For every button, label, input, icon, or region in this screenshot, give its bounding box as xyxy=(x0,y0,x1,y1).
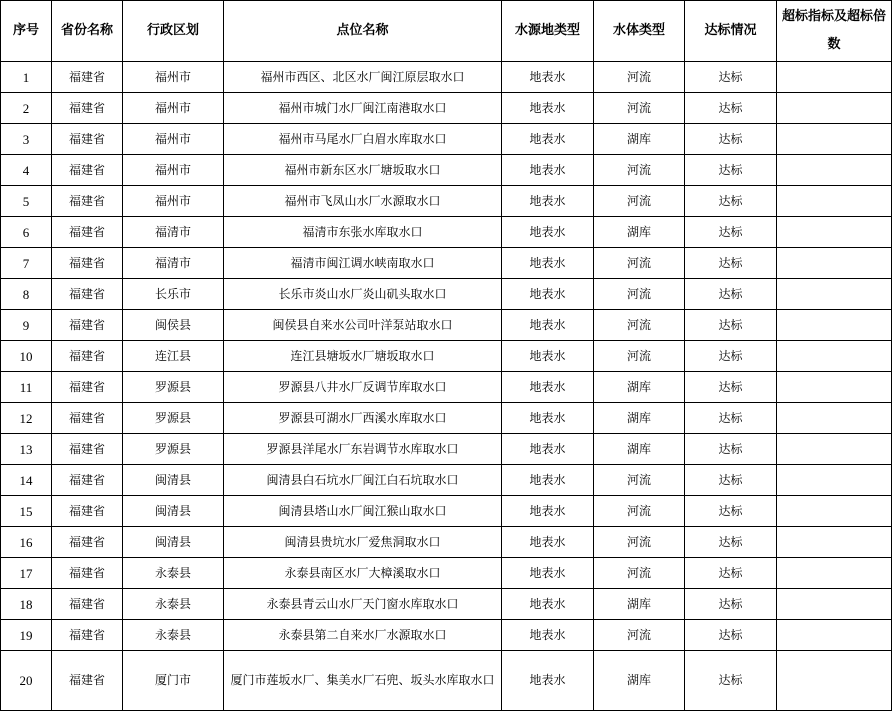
cell-admin-division: 福州市 xyxy=(123,124,224,155)
cell-source-type: 地表水 xyxy=(502,496,594,527)
cell-seq: 19 xyxy=(1,620,52,651)
cell-province: 福建省 xyxy=(52,341,123,372)
cell-source-type: 地表水 xyxy=(502,558,594,589)
cell-source-type: 地表水 xyxy=(502,155,594,186)
table-row xyxy=(1,124,892,155)
cell-compliance: 达标 xyxy=(685,279,777,310)
cell-compliance: 达标 xyxy=(685,403,777,434)
table-row xyxy=(1,93,892,124)
table-row xyxy=(1,155,892,186)
cell-source-type: 地表水 xyxy=(502,434,594,465)
cell-seq: 8 xyxy=(1,279,52,310)
cell-seq: 3 xyxy=(1,124,52,155)
cell-water-body-type: 湖库 xyxy=(594,403,685,434)
cell-admin-division: 福州市 xyxy=(123,186,224,217)
cell-exceedance xyxy=(777,248,892,279)
column-header-source-type: 水源地类型 xyxy=(502,1,594,62)
cell-province: 福建省 xyxy=(52,217,123,248)
cell-water-body-type: 河流 xyxy=(594,279,685,310)
cell-seq: 6 xyxy=(1,217,52,248)
cell-admin-division: 闽清县 xyxy=(123,527,224,558)
cell-water-body-type: 河流 xyxy=(594,186,685,217)
cell-water-body-type: 湖库 xyxy=(594,651,685,711)
column-header-compliance: 达标情况 xyxy=(685,1,777,62)
cell-exceedance xyxy=(777,589,892,620)
cell-source-type: 地表水 xyxy=(502,651,594,711)
cell-compliance: 达标 xyxy=(685,620,777,651)
cell-compliance: 达标 xyxy=(685,527,777,558)
table-row xyxy=(1,279,892,310)
cell-exceedance xyxy=(777,155,892,186)
cell-seq: 17 xyxy=(1,558,52,589)
cell-source-type: 地表水 xyxy=(502,341,594,372)
column-header-seq: 序号 xyxy=(1,1,52,62)
cell-site-name: 福州市西区、北区水厂闽江原层取水口 xyxy=(224,62,502,93)
cell-admin-division: 厦门市 xyxy=(123,651,224,711)
cell-exceedance xyxy=(777,217,892,248)
cell-water-body-type: 河流 xyxy=(594,62,685,93)
table-row xyxy=(1,651,892,711)
table-row xyxy=(1,248,892,279)
column-header-exceedance: 超标指标及超标倍数 xyxy=(777,1,892,62)
cell-site-name: 长乐市炎山水厂炎山矶头取水口 xyxy=(224,279,502,310)
table-row xyxy=(1,217,892,248)
cell-compliance: 达标 xyxy=(685,248,777,279)
cell-province: 福建省 xyxy=(52,124,123,155)
cell-admin-division: 福清市 xyxy=(123,248,224,279)
cell-compliance: 达标 xyxy=(685,124,777,155)
cell-compliance: 达标 xyxy=(685,186,777,217)
cell-province: 福建省 xyxy=(52,62,123,93)
cell-site-name: 永泰县南区水厂大樟溪取水口 xyxy=(224,558,502,589)
cell-water-body-type: 湖库 xyxy=(594,217,685,248)
cell-compliance: 达标 xyxy=(685,62,777,93)
table-row xyxy=(1,62,892,93)
cell-water-body-type: 河流 xyxy=(594,465,685,496)
table-row xyxy=(1,496,892,527)
table-row xyxy=(1,589,892,620)
cell-province: 福建省 xyxy=(52,496,123,527)
cell-exceedance xyxy=(777,434,892,465)
cell-province: 福建省 xyxy=(52,155,123,186)
cell-exceedance xyxy=(777,465,892,496)
table-row xyxy=(1,310,892,341)
cell-province: 福建省 xyxy=(52,434,123,465)
cell-seq: 2 xyxy=(1,93,52,124)
cell-site-name: 连江县塘坂水厂塘坂取水口 xyxy=(224,341,502,372)
cell-compliance: 达标 xyxy=(685,341,777,372)
cell-province: 福建省 xyxy=(52,651,123,711)
cell-source-type: 地表水 xyxy=(502,279,594,310)
cell-water-body-type: 河流 xyxy=(594,310,685,341)
table-row xyxy=(1,341,892,372)
header-row xyxy=(1,1,892,62)
cell-site-name: 闽清县白石坑水厂闽江白石坑取水口 xyxy=(224,465,502,496)
cell-seq: 13 xyxy=(1,434,52,465)
cell-seq: 15 xyxy=(1,496,52,527)
cell-admin-division: 闽侯县 xyxy=(123,310,224,341)
column-header-admin-division: 行政区划 xyxy=(123,1,224,62)
cell-water-body-type: 湖库 xyxy=(594,434,685,465)
cell-admin-division: 福州市 xyxy=(123,155,224,186)
table-row xyxy=(1,434,892,465)
cell-source-type: 地表水 xyxy=(502,124,594,155)
cell-province: 福建省 xyxy=(52,93,123,124)
cell-seq: 4 xyxy=(1,155,52,186)
cell-exceedance xyxy=(777,93,892,124)
cell-source-type: 地表水 xyxy=(502,62,594,93)
cell-admin-division: 罗源县 xyxy=(123,434,224,465)
cell-source-type: 地表水 xyxy=(502,93,594,124)
cell-site-name: 永泰县青云山水厂天门窗水库取水口 xyxy=(224,589,502,620)
cell-source-type: 地表水 xyxy=(502,248,594,279)
cell-exceedance xyxy=(777,124,892,155)
cell-site-name: 厦门市莲坂水厂、集美水厂石兜、坂头水库取水口 xyxy=(224,651,502,711)
cell-site-name: 闽清县贵坑水厂爱焦洞取水口 xyxy=(224,527,502,558)
cell-province: 福建省 xyxy=(52,403,123,434)
cell-exceedance xyxy=(777,186,892,217)
cell-seq: 9 xyxy=(1,310,52,341)
cell-exceedance xyxy=(777,403,892,434)
cell-province: 福建省 xyxy=(52,186,123,217)
cell-source-type: 地表水 xyxy=(502,217,594,248)
cell-water-body-type: 湖库 xyxy=(594,589,685,620)
cell-source-type: 地表水 xyxy=(502,589,594,620)
column-header-water-body-type: 水体类型 xyxy=(594,1,685,62)
cell-water-body-type: 河流 xyxy=(594,558,685,589)
cell-site-name: 福州市城门水厂闽江南港取水口 xyxy=(224,93,502,124)
cell-exceedance xyxy=(777,527,892,558)
cell-seq: 18 xyxy=(1,589,52,620)
cell-admin-division: 福州市 xyxy=(123,62,224,93)
cell-seq: 5 xyxy=(1,186,52,217)
cell-province: 福建省 xyxy=(52,620,123,651)
cell-province: 福建省 xyxy=(52,248,123,279)
cell-admin-division: 福州市 xyxy=(123,93,224,124)
cell-source-type: 地表水 xyxy=(502,372,594,403)
cell-site-name: 罗源县八井水厂反调节库取水口 xyxy=(224,372,502,403)
table-row xyxy=(1,186,892,217)
cell-site-name: 福清市东张水库取水口 xyxy=(224,217,502,248)
cell-source-type: 地表水 xyxy=(502,403,594,434)
cell-province: 福建省 xyxy=(52,465,123,496)
cell-exceedance xyxy=(777,620,892,651)
column-header-site-name: 点位名称 xyxy=(224,1,502,62)
cell-compliance: 达标 xyxy=(685,496,777,527)
cell-province: 福建省 xyxy=(52,279,123,310)
table-row xyxy=(1,465,892,496)
cell-water-body-type: 河流 xyxy=(594,93,685,124)
cell-admin-division: 永泰县 xyxy=(123,589,224,620)
cell-site-name: 闽清县塔山水厂闽江猴山取水口 xyxy=(224,496,502,527)
cell-admin-division: 连江县 xyxy=(123,341,224,372)
cell-site-name: 罗源县洋尾水厂东岩调节水库取水口 xyxy=(224,434,502,465)
cell-province: 福建省 xyxy=(52,372,123,403)
cell-exceedance xyxy=(777,62,892,93)
cell-province: 福建省 xyxy=(52,589,123,620)
cell-water-body-type: 河流 xyxy=(594,496,685,527)
cell-site-name: 福州市飞凤山水厂水源取水口 xyxy=(224,186,502,217)
cell-site-name: 福州市马尾水厂白眉水库取水口 xyxy=(224,124,502,155)
cell-source-type: 地表水 xyxy=(502,186,594,217)
cell-compliance: 达标 xyxy=(685,310,777,341)
cell-seq: 20 xyxy=(1,651,52,711)
cell-admin-division: 永泰县 xyxy=(123,620,224,651)
cell-seq: 16 xyxy=(1,527,52,558)
cell-water-body-type: 湖库 xyxy=(594,124,685,155)
cell-province: 福建省 xyxy=(52,310,123,341)
cell-site-name: 福清市闽江调水峡南取水口 xyxy=(224,248,502,279)
table-row xyxy=(1,372,892,403)
cell-water-body-type: 河流 xyxy=(594,341,685,372)
cell-water-body-type: 湖库 xyxy=(594,372,685,403)
cell-compliance: 达标 xyxy=(685,465,777,496)
cell-admin-division: 罗源县 xyxy=(123,403,224,434)
cell-admin-division: 永泰县 xyxy=(123,558,224,589)
cell-admin-division: 闽清县 xyxy=(123,496,224,527)
cell-exceedance xyxy=(777,310,892,341)
cell-source-type: 地表水 xyxy=(502,527,594,558)
cell-exceedance xyxy=(777,341,892,372)
cell-compliance: 达标 xyxy=(685,372,777,403)
cell-water-body-type: 河流 xyxy=(594,527,685,558)
cell-province: 福建省 xyxy=(52,527,123,558)
table-row xyxy=(1,620,892,651)
cell-site-name: 罗源县可湖水厂西溪水库取水口 xyxy=(224,403,502,434)
cell-compliance: 达标 xyxy=(685,558,777,589)
cell-seq: 14 xyxy=(1,465,52,496)
cell-admin-division: 长乐市 xyxy=(123,279,224,310)
cell-compliance: 达标 xyxy=(685,217,777,248)
cell-exceedance xyxy=(777,279,892,310)
table-row xyxy=(1,558,892,589)
cell-seq: 12 xyxy=(1,403,52,434)
cell-compliance: 达标 xyxy=(685,155,777,186)
table-row xyxy=(1,527,892,558)
cell-exceedance xyxy=(777,496,892,527)
column-header-province: 省份名称 xyxy=(52,1,123,62)
cell-exceedance xyxy=(777,372,892,403)
cell-admin-division: 闽清县 xyxy=(123,465,224,496)
cell-water-body-type: 河流 xyxy=(594,155,685,186)
cell-site-name: 福州市新东区水厂塘坂取水口 xyxy=(224,155,502,186)
cell-seq: 10 xyxy=(1,341,52,372)
cell-compliance: 达标 xyxy=(685,589,777,620)
cell-compliance: 达标 xyxy=(685,434,777,465)
table-body xyxy=(1,62,892,711)
table-row xyxy=(1,403,892,434)
cell-exceedance xyxy=(777,558,892,589)
cell-source-type: 地表水 xyxy=(502,620,594,651)
cell-source-type: 地表水 xyxy=(502,310,594,341)
cell-seq: 11 xyxy=(1,372,52,403)
cell-seq: 1 xyxy=(1,62,52,93)
cell-source-type: 地表水 xyxy=(502,465,594,496)
cell-admin-division: 福清市 xyxy=(123,217,224,248)
cell-admin-division: 罗源县 xyxy=(123,372,224,403)
cell-site-name: 闽侯县自来水公司叶洋泵站取水口 xyxy=(224,310,502,341)
table-header xyxy=(1,1,892,62)
cell-province: 福建省 xyxy=(52,558,123,589)
cell-water-body-type: 河流 xyxy=(594,620,685,651)
cell-compliance: 达标 xyxy=(685,93,777,124)
cell-seq: 7 xyxy=(1,248,52,279)
cell-site-name: 永泰县第二自来水厂水源取水口 xyxy=(224,620,502,651)
cell-compliance: 达标 xyxy=(685,651,777,711)
cell-exceedance xyxy=(777,651,892,711)
cell-water-body-type: 河流 xyxy=(594,248,685,279)
